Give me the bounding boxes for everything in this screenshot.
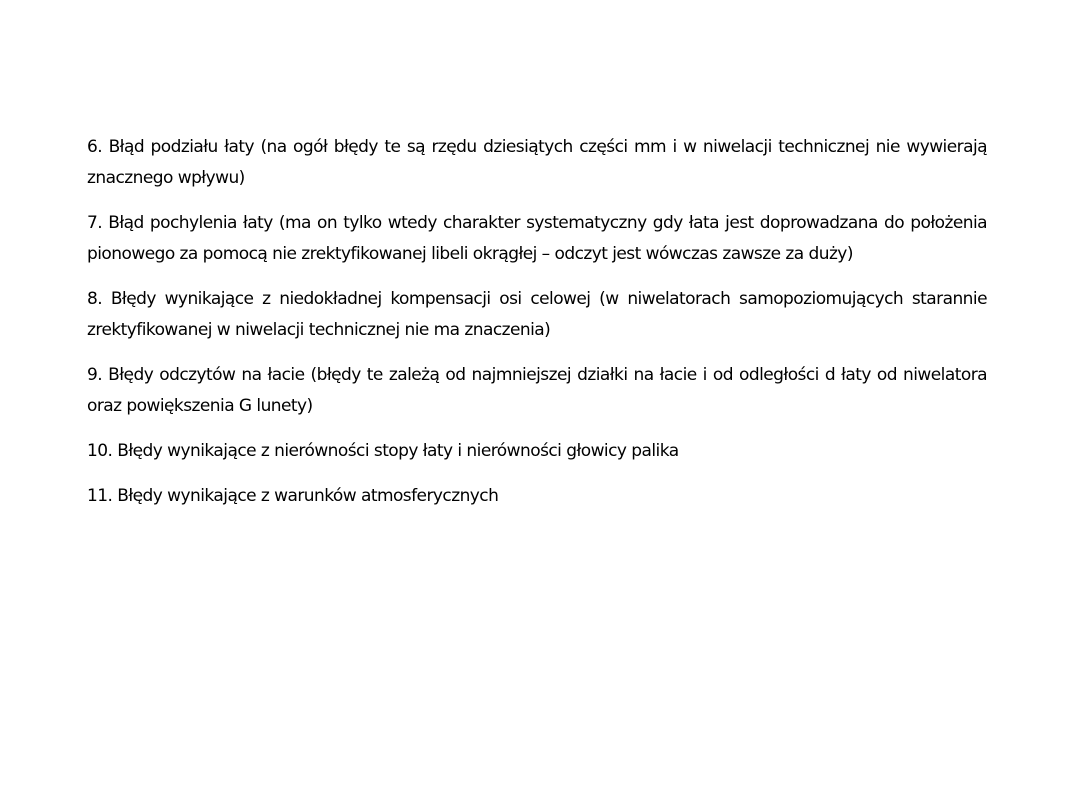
list-item-9: 9. Błędy odczytów na łacie (błędy te zależą od najmniejszej działki na łacie i od odległości d łaty od niwelatora oraz powiększenia G lunety) [87,365,987,416]
error-list [87,132,987,526]
list-item-6: 6. Błąd podziału łaty (na ogół błędy te są rzędu dziesiątych części mm i w niwelacji technicznej nie wywierają znacznego wpływu) [87,137,987,188]
list-item-8: 8. Błędy wynikające z niedokładnej kompensacji osi celowej (w niwelatorach samopoziomujących starannie zrektyfikowanej w niwelacji technicznej nie ma znaczenia) [87,289,987,340]
list-item-10: 10. Błędy wynikające z nierówności stopy łaty i nierówności głowicy palika [87,441,679,461]
list-item-11: 11. Błędy wynikające z warunków atmosferycznych [87,486,499,506]
list-item-7: 7. Błąd pochylenia łaty (ma on tylko wtedy charakter systematyczny gdy łata jest doprowadzana do położenia pionowego za pomocą nie zrektyfikowanej libeli okrągłej – odczyt jest wówczas zawsze za duży) [87,213,987,264]
